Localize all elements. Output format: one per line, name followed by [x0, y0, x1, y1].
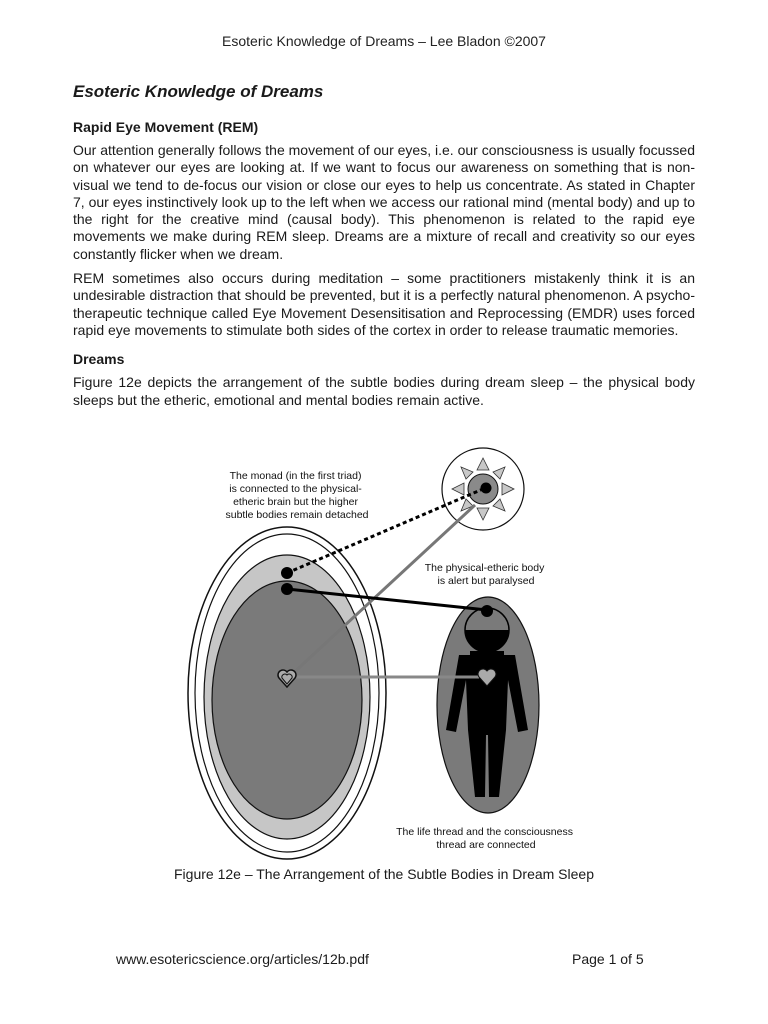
- figure-caption: Figure 12e – The Arrangement of the Subtle Bodies in Dream Sleep: [174, 866, 594, 882]
- article-body: [73, 82, 695, 416]
- physical-label-line-1: The physical-etheric body: [424, 562, 545, 574]
- threads-label-line-1: The life thread and the consciousness: [396, 826, 573, 838]
- figure-12e: [188, 449, 573, 859]
- emotional-body-ellipse: [212, 581, 362, 819]
- head-node: [481, 605, 493, 617]
- monad-label-line-3: etheric brain but the higher: [233, 496, 358, 508]
- physical-label-line-2: is alert but paralysed: [437, 575, 535, 587]
- article-title: Esoteric Knowledge of Dreams: [73, 82, 324, 101]
- figure-diagram: [188, 449, 573, 859]
- paragraph-rem-1: Our attention generally follows the movement of our eyes, i.e. our consciousness is usually focussed on whatever our eyes are looking at. If we want to focus our awareness on something that is non-visual we tend to de-focus our vision or close our eyes to help us concentrate. As stated in Chapter 7, our eyes instinctively look up to the left when we access our rational mind (mental body) and up to the right for the creative mind (causal body). This phenomenon is related to the rapid eye movements we make during REM sleep. Dreams are a mixture of recall and creativity so our eyes constantly flicker when we dream.: [73, 142, 695, 262]
- monad-label-line-4: subtle bodies remain detached: [225, 509, 369, 521]
- monad-label-line-2: is connected to the physical-: [229, 483, 362, 495]
- section-heading-rem: Rapid Eye Movement (REM): [73, 119, 259, 135]
- threads-label: [396, 826, 576, 851]
- paragraph-dreams-1: Figure 12e depicts the arrangement of the subtle bodies during dream sleep – the physical body sleeps but the etheric, emotional and mental bodies remain active.: [73, 374, 695, 408]
- physical-label: [425, 562, 548, 587]
- footer-url: www.esotericscience.org/articles/12b.pdf: [116, 951, 369, 967]
- brain-node: [281, 583, 293, 595]
- threads-label-line-2: thread are connected: [436, 839, 536, 851]
- monad-label: [225, 470, 368, 521]
- crown-node: [281, 567, 293, 579]
- section-heading-dreams: Dreams: [73, 351, 125, 368]
- paragraph-rem-2: REM sometimes also occurs during meditation – some practitioners mistakenly think it is an undesirable distraction that should be prevented, but it is a perfectly natural phenomenon. A psycho-therapeutic technique called Eye Movement Desensitisation and Reprocessing (EMDR) uses forced rapid eye movements to stimulate both sides of the cortex in order to release traumatic memories.: [73, 270, 695, 338]
- monad-label-line-1: The monad (in the first triad): [229, 470, 362, 482]
- footer-page-number: Page 1 of 5: [572, 951, 644, 967]
- running-header: Esoteric Knowledge of Dreams – Lee Bladon ©2007: [222, 33, 546, 49]
